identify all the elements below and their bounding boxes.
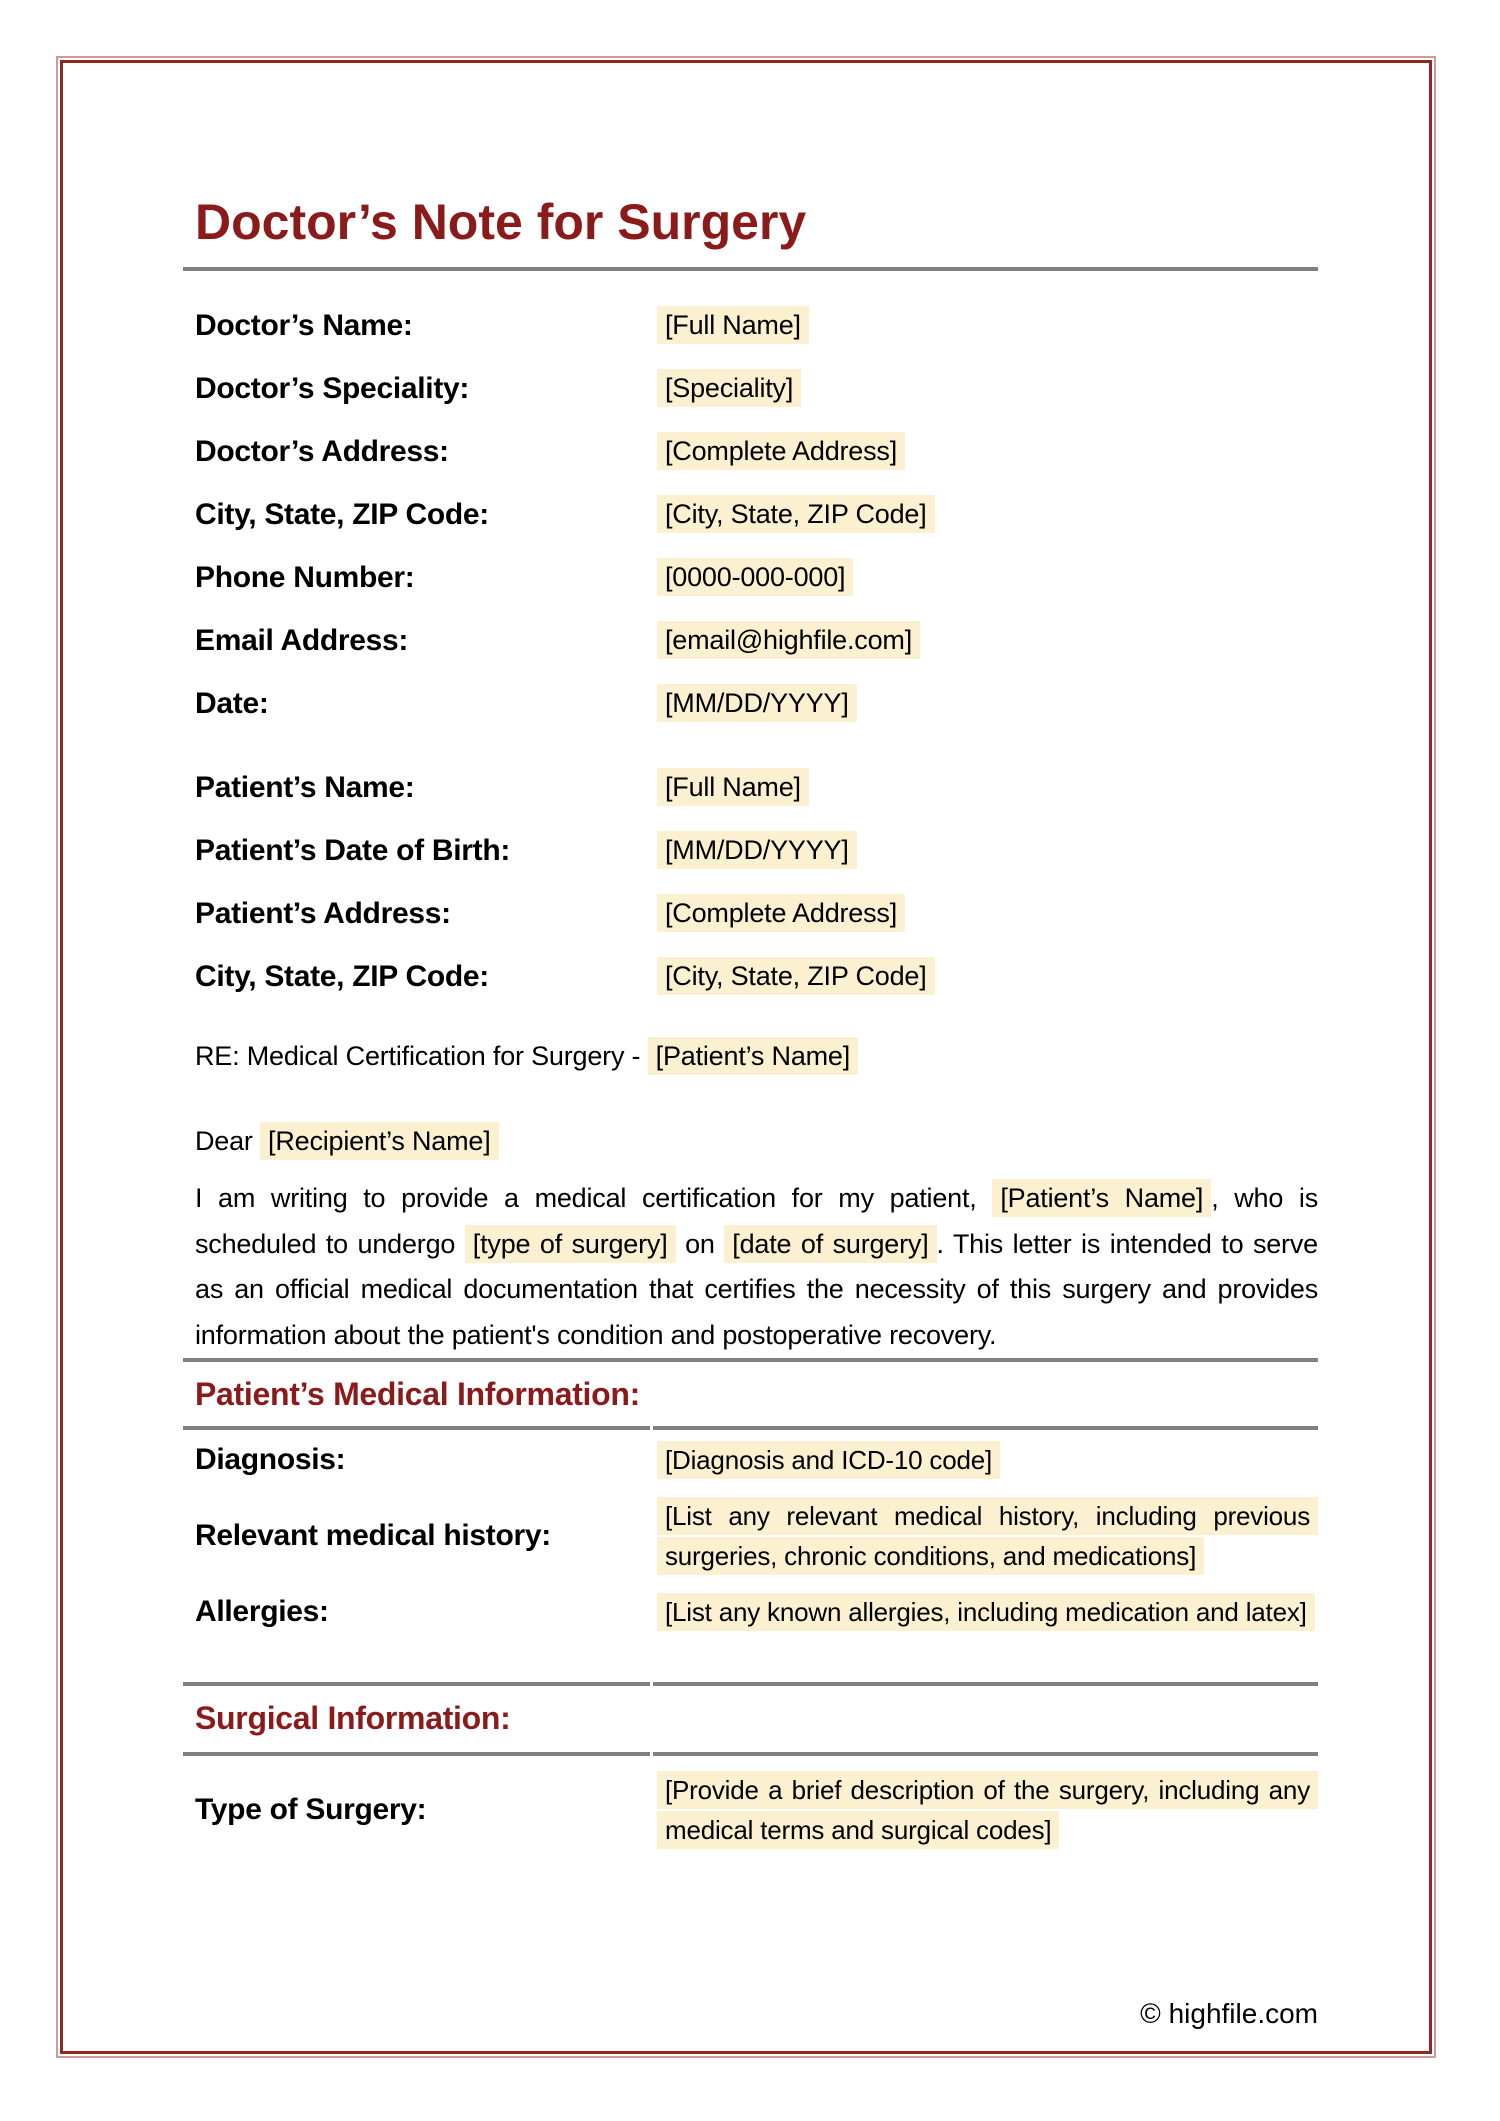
field-value-placeholder: [Full Name] (657, 768, 809, 806)
surgical-info-table (183, 1760, 1318, 1860)
title-divider (183, 267, 1318, 271)
recipient-name-placeholder: [Recipient’s Name] (260, 1122, 499, 1160)
table-row-allergies (183, 1584, 1318, 1640)
table-row-diagnosis (183, 1432, 1318, 1488)
field-row-patient-name (183, 756, 1318, 819)
paragraph-text: I am writing to provide a medical certification for my patient, (195, 1183, 993, 1213)
field-value-placeholder: [Complete Address] (657, 432, 905, 470)
field-value-placeholder: [MM/DD/YYYY] (657, 831, 857, 869)
field-row-date (183, 672, 1318, 735)
field-label: Email Address: (195, 623, 409, 657)
medical-history-placeholder: [List any relevant medical history, including previous surgeries, chronic conditions, and medications] (657, 1497, 1318, 1575)
patient-name-placeholder: [Patient’s Name] (648, 1037, 858, 1075)
field-row-phone-number (183, 546, 1318, 609)
patient-info-section (183, 756, 1318, 1008)
table-row-type-of-surgery (183, 1760, 1318, 1860)
table-row-medical-history (183, 1488, 1318, 1584)
field-value-placeholder: [Speciality] (657, 369, 801, 407)
section-divider (183, 1752, 1318, 1756)
re-subject-prefix: RE: Medical Certification for Surgery - (195, 1041, 648, 1071)
allergies-placeholder: [List any known allergies, including medication and latex] (657, 1593, 1315, 1631)
field-label: Patient’s Date of Birth: (195, 833, 511, 867)
field-label: Date: (195, 686, 269, 720)
paragraph-text: . This letter is intended to serve as an official medical documentation that certifies the necessity of this surgery and provides information about the patient's condition and postoperative recovery. (195, 1228, 1318, 1350)
field-label: Patient’s Name: (195, 770, 415, 804)
salutation-prefix: Dear (195, 1126, 261, 1156)
row-label: Type of Surgery: (195, 1793, 427, 1826)
section-divider (183, 1426, 1318, 1430)
field-row-doctor-speciality (183, 357, 1318, 420)
field-row-doctor-name (183, 294, 1318, 357)
salutation-line (195, 1119, 499, 1163)
field-row-patient-dob (183, 819, 1318, 882)
type-of-surgery-placeholder: [type of surgery] (465, 1225, 676, 1263)
re-subject-line (195, 1034, 858, 1078)
field-value-placeholder: [email@highfile.com] (657, 621, 920, 659)
paragraph-text: on (675, 1228, 725, 1259)
field-row-patient-address (183, 882, 1318, 945)
medical-info-heading: Patient’s Medical Information: (195, 1376, 640, 1412)
paragraph-text: , who is scheduled to undergo (195, 1183, 1319, 1259)
field-row-doctor-address (183, 420, 1318, 483)
field-value-placeholder: [MM/DD/YYYY] (657, 684, 857, 722)
field-label: Doctor’s Name: (195, 308, 413, 342)
field-label: City, State, ZIP Code: (195, 497, 490, 531)
copyright-footer: © highfile.com (1140, 1998, 1318, 2029)
field-label: Phone Number: (195, 560, 415, 594)
row-label: Allergies: (195, 1595, 329, 1628)
field-label: Patient’s Address: (195, 896, 451, 930)
body-paragraph (195, 1176, 1318, 1358)
field-label: City, State, ZIP Code: (195, 959, 490, 993)
row-value (657, 1496, 1318, 1576)
field-value-placeholder: [Complete Address] (657, 894, 905, 932)
field-row-email-address (183, 609, 1318, 672)
doctor-info-section (183, 294, 1318, 735)
section-divider (183, 1682, 1318, 1686)
diagnosis-placeholder: [Diagnosis and ICD-10 code] (657, 1441, 1000, 1479)
date-of-surgery-placeholder: [date of surgery] (724, 1225, 936, 1263)
row-label: Relevant medical history: (195, 1519, 551, 1552)
field-value-placeholder: [City, State, ZIP Code] (657, 495, 935, 533)
field-value-placeholder: [City, State, ZIP Code] (657, 957, 935, 995)
section-divider (183, 1358, 1318, 1362)
field-row-doctor-city-state-zip (183, 483, 1318, 546)
field-row-patient-city-state-zip (183, 945, 1318, 1008)
field-value-placeholder: [0000-000-000] (657, 558, 853, 596)
surgical-info-heading: Surgical Information: (195, 1700, 511, 1736)
row-value (657, 1770, 1318, 1850)
surgery-description-placeholder: [Provide a brief description of the surgery, including any medical terms and surgical codes] (657, 1771, 1318, 1849)
page-title: Doctor’s Note for Surgery (195, 194, 807, 250)
medical-info-table (183, 1432, 1318, 1640)
row-value (657, 1440, 1318, 1480)
row-label: Diagnosis: (195, 1443, 346, 1476)
field-label: Doctor’s Address: (195, 434, 449, 468)
field-value-placeholder: [Full Name] (657, 306, 809, 344)
patient-name-placeholder: [Patient’s Name] (992, 1179, 1211, 1217)
row-value (657, 1592, 1318, 1632)
field-label: Doctor’s Speciality: (195, 371, 470, 405)
